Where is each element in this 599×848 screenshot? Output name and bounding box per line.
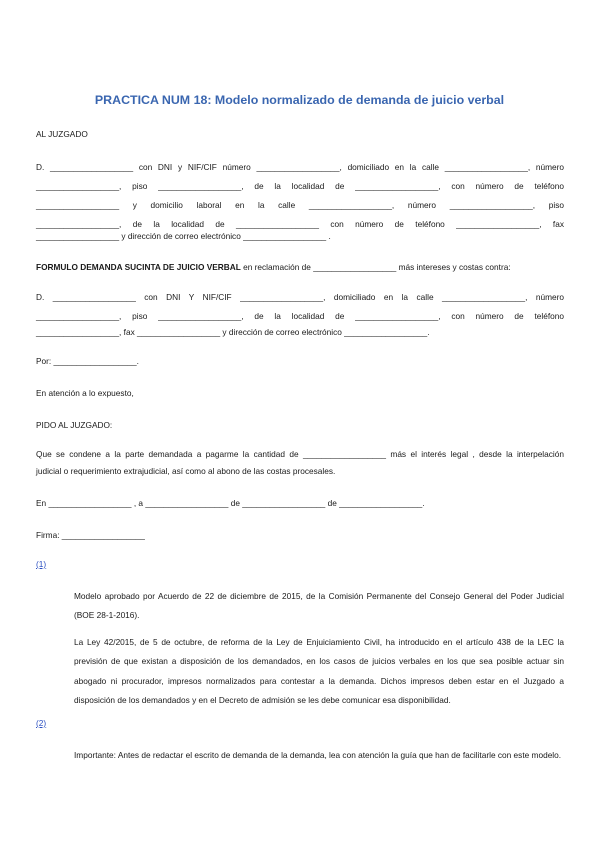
- footnote-1-text: Modelo aprobado por Acuerdo de 22 de diciembre de 2015, de la Comisión Permanente del Consejo General del Poder Judicial (BOE 28-1-2016).: [74, 591, 564, 621]
- signature-line: Firma: __________________: [36, 530, 145, 540]
- defendant-line: __________________, piso __________________, de la localidad de __________________, con número de teléfono: [36, 311, 564, 321]
- grounds-line: Por: __________________.: [36, 356, 139, 366]
- claim-statement: [36, 258, 564, 277]
- footnote-2-text: Importante: Antes de redactar el escrito de demanda de la demanda, lea con atención la guía que han de facilitarle con este modelo.: [74, 750, 562, 760]
- addressee: AL JUZGADO: [36, 129, 88, 139]
- claim-text: en reclamación de __________________ más intereses y costas contra:: [240, 262, 511, 272]
- request-heading: PIDO AL JUZGADO:: [36, 420, 113, 430]
- given-the-above: En atención a lo expuesto,: [36, 388, 134, 398]
- request-line: Que se condene a la parte demandada a pagarme la cantidad de __________________ más el interés legal , desde la interpelación: [36, 449, 564, 459]
- footnote-1-text: La Ley 42/2015, de 5 de octubre, de reforma de la Ley de Enjuiciamiento Civil, ha introducido en el artículo 438 de la LEC la previsión de que existan a disposición de los demandados, en los casos de juicios verbales en los que sea posible actuar sin abogado ni procurador, impresos normalizados para contestar a la demanda. Dichos impresos deben estar en el Juzgado a disposición de los demandados y en el Decreto de admisión se les debe comunicar esa disponibilidad.: [74, 637, 564, 706]
- document-title: PRACTICA NUM 18: Modelo normalizado de demanda de juicio verbal: [94, 93, 505, 107]
- plaintiff-line: __________________, piso __________________, de la localidad de __________________, con número de teléfono: [36, 181, 564, 191]
- claim-heading: FORMULO DEMANDA SUCINTA DE JUICIO VERBAL: [36, 262, 241, 272]
- plaintiff-line: __________________, de la localidad de __________________ con número de teléfono __________________, fax: [36, 219, 564, 229]
- request-line: judicial o requerimiento extrajudicial, así como al abono de las costas procesales.: [36, 466, 336, 476]
- footnote-1-link[interactable]: (1): [36, 559, 47, 569]
- plaintiff-line: __________________ y dirección de correo electrónico __________________ .: [36, 231, 331, 241]
- defendant-line: D. __________________ con DNI Y NIF/CIF __________________, domiciliado en la calle __________________, número: [36, 292, 564, 302]
- place-date-line: En __________________ , a __________________ de __________________ de __________________.: [36, 498, 425, 508]
- plaintiff-line: __________________ y domicilio laboral en la calle __________________, número __________________, piso: [36, 200, 564, 210]
- plaintiff-line: D. __________________ con DNI y NIF/CIF número __________________, domiciliado en la calle __________________, número: [36, 162, 564, 172]
- defendant-line: __________________, fax __________________ y dirección de correo electrónico __________________.: [36, 327, 430, 337]
- footnote-2-link[interactable]: (2): [36, 718, 47, 728]
